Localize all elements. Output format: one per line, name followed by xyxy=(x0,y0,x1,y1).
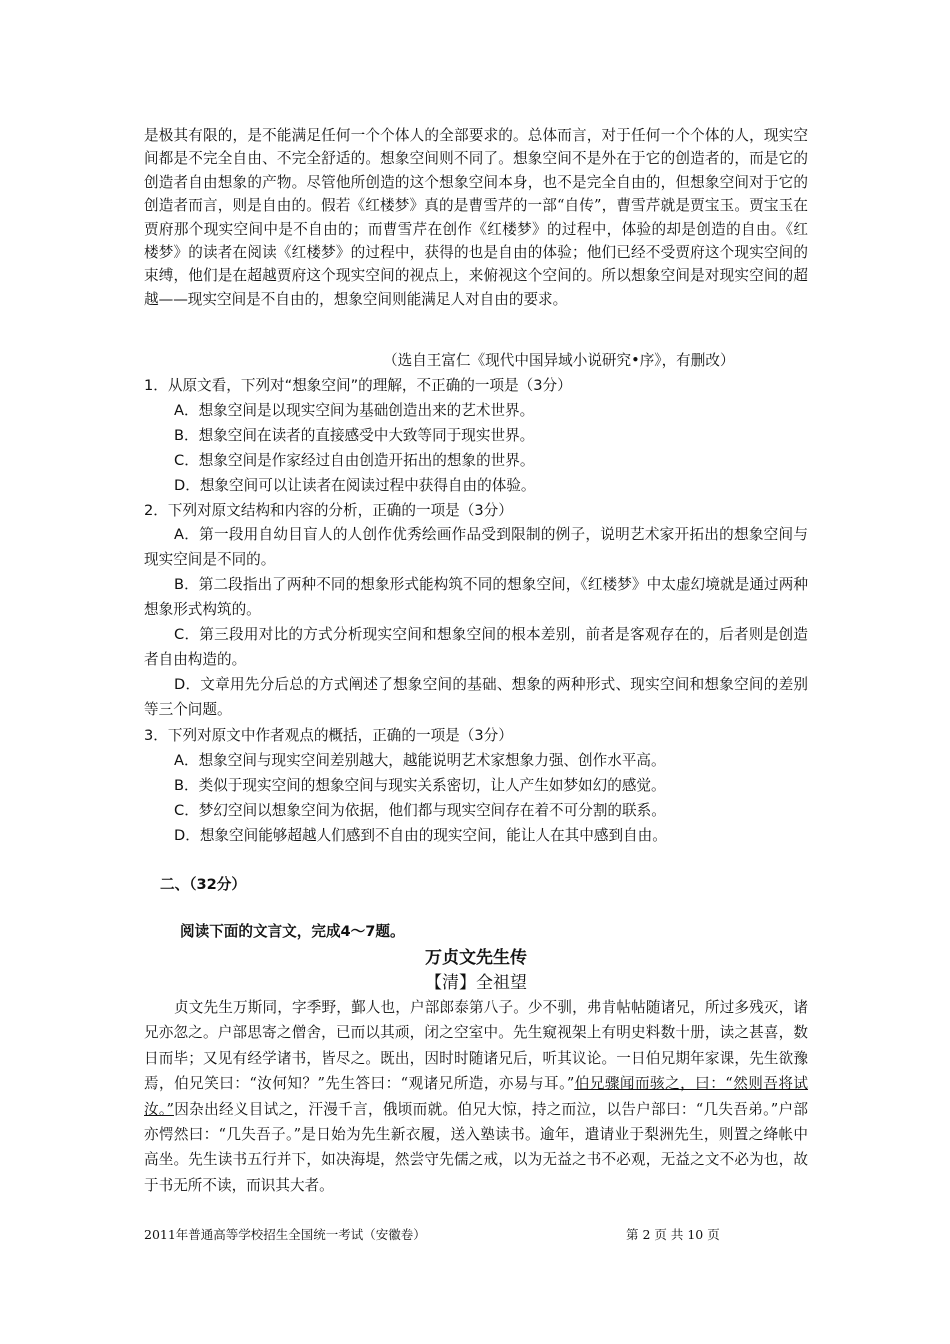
option-d: D．想象空间可以让读者在阅读过程中获得自由的体验。 xyxy=(174,477,536,494)
classical-text-author: 【清】全祖望 xyxy=(425,973,527,993)
option-b: B．类似于现实空间的想象空间与现实关系密切，让人产生如梦如幻的感觉。 xyxy=(174,777,666,794)
option-c: C．梦幻空间以想象空间为依据，他们都与现实空间存在着不可分割的联系。 xyxy=(174,802,666,819)
footer-page-number: 第 2 页 共 10 页 xyxy=(626,1227,720,1242)
section-instruction: 阅读下面的文言文，完成4～7题。 xyxy=(180,923,405,940)
option-d: D．想象空间能够超越人们感到不自由的现实空间，能让人在其中感到自由。 xyxy=(174,827,667,844)
option-d: D．文章用先分后总的方式阐述了想象空间的基础、想象的两种形式、现实空间和想象空间的差别等三个问题。 xyxy=(144,676,808,718)
classical-text-body xyxy=(144,995,808,1198)
footer-exam-title: 2011年普通高等学校招生全国统一考试（安徽卷） xyxy=(144,1227,426,1242)
option-c: C．想象空间是作家经过自由创造开拓出的想象的世界。 xyxy=(174,452,535,469)
body-text: 贞文先生万斯同，字季野，鄞人也，户部郎泰第八子。少不驯，弗肯帖帖随诸兄，所过多残灭，诸兄亦忽之。户部思寄之僧舍，已而以其顽，闭之空室中。先生窥视架上有明史料数十册，读之甚喜，数日而毕；又见有经学诸书，皆尽之。既出，因时时随诸兄后，听其议论。一日伯兄期年家课，先生欲豫焉，伯兄笑曰：“汝何知？”先生答曰：“观诸兄所造，亦易与耳。” xyxy=(144,999,808,1093)
body-text: 因杂出经义目试之，汗漫千言，俄顷而就。伯兄大惊，持之而泣，以告户部曰：“几失吾弟。”户部亦愕然曰：“几失吾子。”是日始为先生新衣履，送入塾读书。逾年，遣请业于梨洲先生，则置之绛帐中高坐。先生读书五行并下，如决海堤，然尝守先儒之戒，以为无益之书不必观，无益之文不必为也，故于书无所不读，而识其大者。 xyxy=(144,1100,808,1194)
option-a: A．第一段用自幼目盲人的人创作优秀绘画作品受到限制的例子，说明艺术家开拓出的想象空间与现实空间是不同的。 xyxy=(144,526,808,568)
passage-source: （选自王富仁《现代中国异域小说研究•序》，有删改） xyxy=(383,352,735,369)
option-a: A．想象空间与现实空间差别越大，越能说明艺术家想象力强、创作水平高。 xyxy=(174,752,666,769)
section-heading: 二、（32分） xyxy=(160,876,246,893)
passage-paragraph: 是极其有限的，是不能满足任何一个个体人的全部要求的。总体而言，对于任何一个个体的人，现实空间都是不完全自由、不完全舒适的。想象空间则不同了。想象空间不是外在于它的创造者的，而是它的创造者自由想象的产物。尽管他所创造的这个想象空间本身，也不是完全自由的，但想象空间对于它的创造者而言，则是自由的。假若《红楼梦》真的是曹雪芹的一部“自传”，曹雪芹就是贾宝玉。贾宝玉在贾府那个现实空间中是不自由的；而曹雪芹在创作《红楼梦》的过程中，体验的却是创造的自由。《红楼梦》的读者在阅读《红楼梦》的过程中，获得的也是自由的体验；他们已经不受贾府这个现实空间的束缚，他们是在超越贾府这个现实空间的视点上，来俯视这个空间的。所以想象空间是对现实空间的超越——现实空间是不自由的，想象空间则能满足人对自由的要求。 xyxy=(144,127,808,308)
option-b: B．第二段指出了两种不同的想象形式能构筑不同的想象空间，《红楼梦》中太虚幻境就是通过两种想象形式构筑的。 xyxy=(144,576,808,618)
option-a: A．想象空间是以现实空间为基础创造出来的艺术世界。 xyxy=(174,402,535,419)
question-stem: 3．下列对原文中作者观点的概括，正确的一项是（3分） xyxy=(144,727,513,744)
option-c: C．第三段用对比的方式分析现实空间和想象空间的根本差别，前者是客观存在的，后者则是创造者自由构造的。 xyxy=(144,626,808,668)
option-b: B．想象空间在读者的直接感受中大致等同于现实世界。 xyxy=(174,427,535,444)
question-stem: 1．从原文看，下列对“想象空间”的理解，不正确的一项是（3分） xyxy=(144,377,572,394)
underlined-sentence: 伯兄骤闻而骇之，曰：“然则吾将试汝。” xyxy=(144,1075,809,1118)
question-stem: 2．下列对原文结构和内容的分析，正确的一项是（3分） xyxy=(144,502,513,519)
classical-text-title: 万贞文先生传 xyxy=(425,948,527,968)
